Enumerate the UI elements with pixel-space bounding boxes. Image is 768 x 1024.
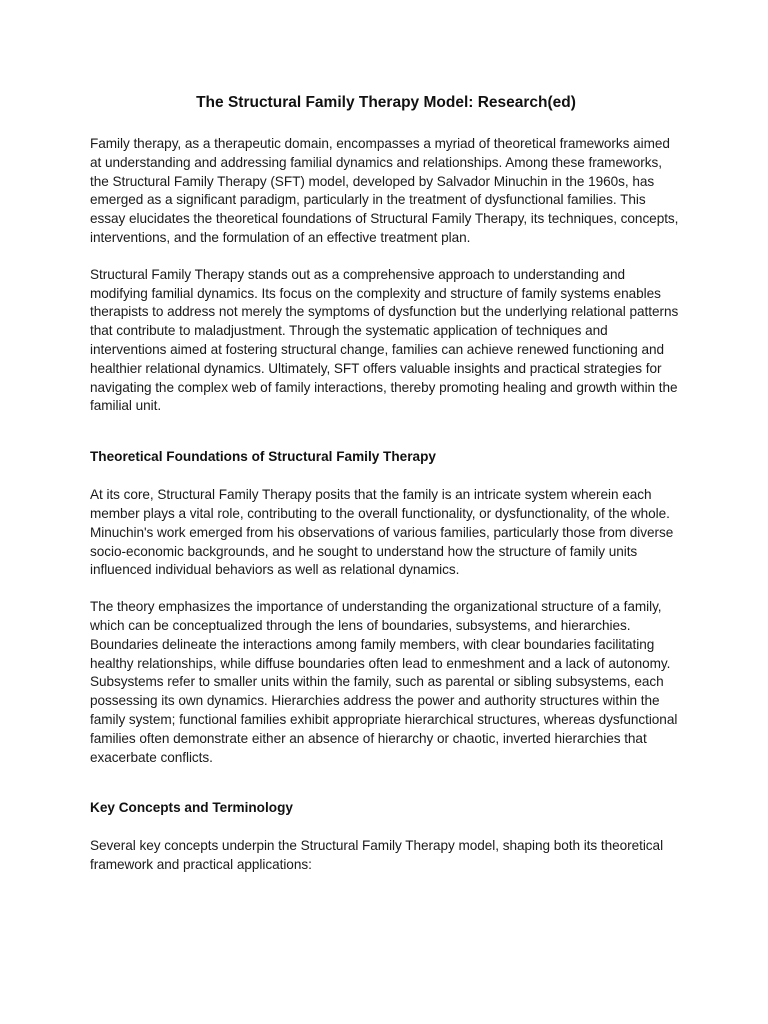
intro-paragraph-1: Family therapy, as a therapeutic domain, encompasses a myriad of theoretical frameworks aimed at understanding and addressing familial dynamics and relationships. Among these frameworks, the Structural Family Therapy (SFT) model, developed by Salvador Minuchin in the 1960s, has emerged as a significant paradigm, particularly in the treatment of dysfunctional families. This essay elucidates the theoretical foundations of Structural Family Therapy, its techniques, concepts, interventions, and the formulation of an effective treatment plan. bbox=[90, 136, 679, 245]
section-1-paragraph-2: The theory emphasizes the importance of understanding the organizational structure of a family, which can be conceptualized through the lens of boundaries, subsystems, and hierarchies. Boundaries delineate the interactions among family members, with clear boundaries facilitating healthy relationships, while diffuse boundaries often lead to enmeshment and a lack of autonomy. Subsystems refer to smaller units within the family, such as parental or sibling subsystems, each possessing its own dynamics. Hierarchies address the power and authority structures within the family system; functional families exhibit appropriate hierarchical structures, whereas dysfunctional families often demonstrate either an absence of hierarchy or chaotic, inverted hierarchies that exacerbate conflicts. bbox=[90, 599, 678, 765]
document-page bbox=[90, 94, 682, 893]
section-heading-key-concepts: Key Concepts and Terminology bbox=[90, 800, 293, 816]
section-heading-theoretical-foundations: Theoretical Foundations of Structural Family Therapy bbox=[90, 449, 436, 465]
document-title: The Structural Family Therapy Model: Research(ed) bbox=[196, 94, 576, 111]
section-2-paragraph-1: Several key concepts underpin the Structural Family Therapy model, shaping both its theoretical framework and practical applications: bbox=[90, 838, 664, 873]
section-1-paragraph-1: At its core, Structural Family Therapy posits that the family is an intricate system wherein each member plays a vital role, contributing to the overall functionality, or dysfunctionality, of the whole. Minuchin's work emerged from his observations of various families, particularly those from diverse socio-economic backgrounds, and he sought to understand how the structure of family units influenced individual behaviors as well as relational dynamics. bbox=[90, 487, 674, 578]
intro-paragraph-2: Structural Family Therapy stands out as a comprehensive approach to understanding and modifying familial dynamics. Its focus on the complexity and structure of family systems enables therapists to address not merely the symptoms of dysfunction but the underlying relational patterns that contribute to maladjustment. Through the systematic application of techniques and interventions aimed at fostering structural change, families can achieve renewed functioning and healthier relational dynamics. Ultimately, SFT offers valuable insights and practical strategies for navigating the complex web of family interactions, thereby promoting healing and growth within the familial unit. bbox=[90, 266, 679, 414]
